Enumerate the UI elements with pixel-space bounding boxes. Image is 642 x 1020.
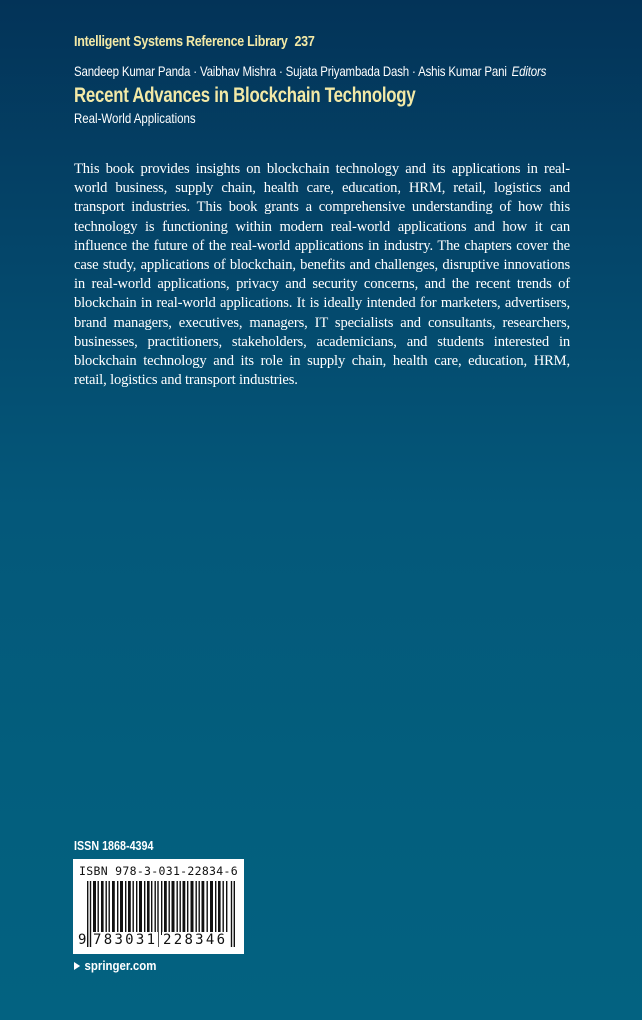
book-subtitle: Real-World Applications	[74, 110, 196, 126]
publisher-link-text[interactable]: springer.com	[84, 958, 157, 973]
isbn-barcode	[73, 859, 244, 954]
barcode-first-digit: 9	[78, 932, 87, 948]
editors-line	[74, 63, 546, 79]
editors-names: Sandeep Kumar Panda · Vaibhav Mishra · Sujata Priyambada Dash · Ashis Kumar Pani	[74, 63, 507, 79]
book-description: This book provides insights on blockchain technology and its applications in real-world business, supply chain, health care, education, HRM, retail, logistics and transport industries. This book grants a comprehensive understanding of how this technology is functioning within modern real-world applications and how it can influence the future of the real-world applications in industry. The chapters cover the case study, applications of blockchain, benefits and challenges, disruptive innovations in real-world applications, privacy and security concerns, and the recent trends of blockchain in real-world applications. It is ideally intended for marketers, advertisers, brand managers, executives, managers, IT specialists and consultants, researchers, businesses, practitioners, stakeholders, academicians, and students interested in blockchain technology and its role in supply chain, health care, education, HRM, retail, logistics and transport industries.	[74, 161, 570, 389]
publisher-link[interactable]	[74, 958, 156, 973]
editors-role: Editors	[511, 63, 547, 79]
barcode-left-group: 783031	[93, 932, 158, 948]
series-number: 237	[294, 34, 315, 50]
book-title: Recent Advances in Blockchain Technology	[74, 84, 416, 107]
series-line	[74, 34, 315, 50]
barcode-right-group: 228346	[163, 932, 228, 948]
play-arrow-icon	[74, 962, 80, 970]
issn-label: ISSN 1868-4394	[74, 839, 154, 853]
isbn-label: ISBN 978-3-031-22834-6	[79, 864, 238, 878]
series-name: Intelligent Systems Reference Library	[74, 34, 288, 50]
